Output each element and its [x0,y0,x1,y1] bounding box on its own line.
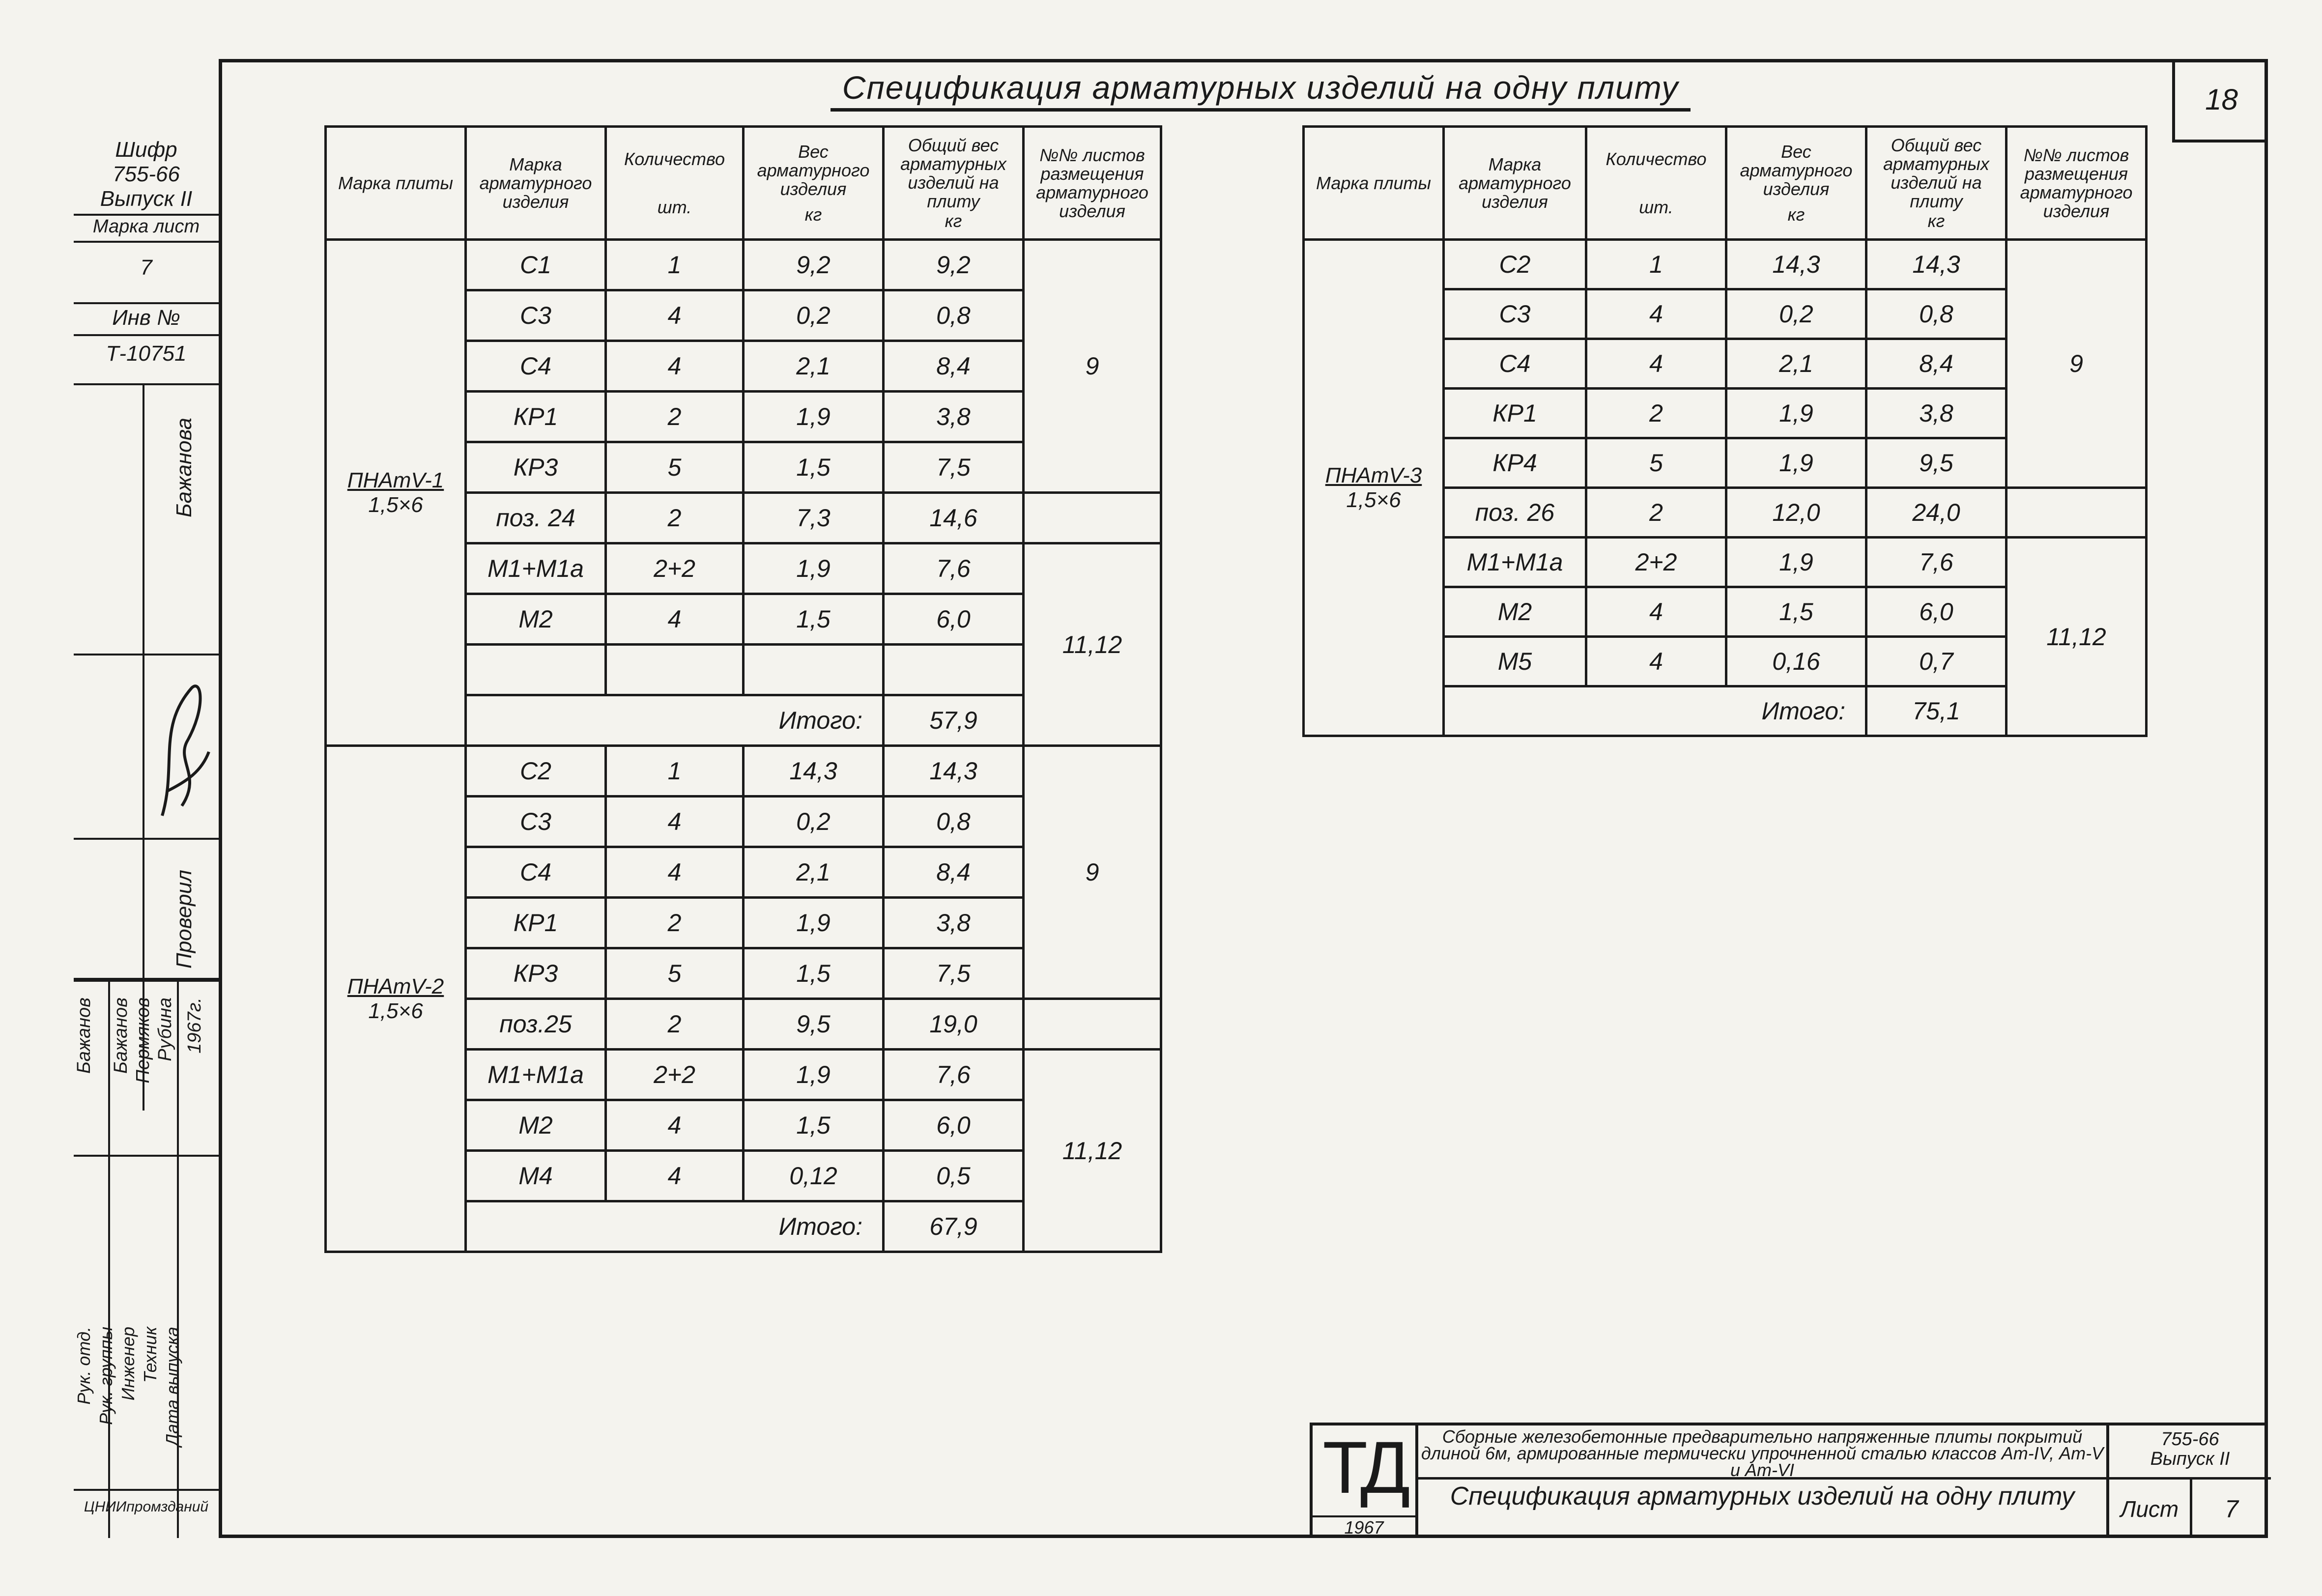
table-cell: поз. 24 [466,493,606,543]
table-cell: 2 [1586,389,1726,438]
table-cell: 5 [1586,438,1726,488]
stamp-org: ЦНИИпромзданий [84,1499,209,1515]
table-row [1304,240,2147,289]
stamp-mark-sheet-value: 7 [140,256,152,280]
title-block [1310,1423,2268,1538]
table-cell: 4 [606,290,744,341]
sheet-value: 7 [2225,1495,2238,1523]
plate-mark-cell: ПНАтV-3 1,5×6 [1304,240,1444,736]
header-item-mark: Марка арматурного изделия [1444,127,1586,240]
table-cell: 7,3 [744,493,884,543]
table-cell: КР3 [466,442,606,493]
table-cell: 19,0 [884,999,1024,1050]
stamp-role-d: Техник [140,1327,160,1383]
header-plate-mark: Марка плиты [326,127,466,240]
table-cell: 7,6 [1866,538,2007,587]
table-cell: 14,3 [1726,240,1866,289]
table-cell: 1 [606,240,744,290]
table-cell: 4 [606,594,744,645]
table-cell: 4 [606,341,744,392]
table-cell: 4 [606,1151,744,1201]
table-cell: 4 [1586,339,1726,389]
table-cell: С3 [1444,289,1586,339]
table-cell: КР1 [1444,389,1586,438]
table-cell: 1,5 [744,442,884,493]
table-cell: 8,4 [884,341,1024,392]
table-cell: 1,9 [744,1050,884,1100]
table-cell: 2+2 [1586,538,1726,587]
table-cell: 2 [606,392,744,442]
header-item-weight: Вес арматурного изделия кг [1726,127,1866,240]
table-cell [1024,493,1161,543]
stamp-role-a: Рук. отд. [74,1327,94,1405]
table-cell: 4 [606,847,744,898]
table-cell: 0,5 [884,1151,1024,1201]
sheets-cell: 11,12 [1024,1050,1161,1252]
table-cell: 0,12 [744,1151,884,1201]
table-cell: 1,9 [744,392,884,442]
plate-mark-cell: ПНАтV-1 1,5×6 [326,240,466,746]
sheets-cell: 11,12 [1024,543,1161,746]
table-cell [466,645,606,695]
table-cell: 0,8 [1866,289,2007,339]
table-cell: 7,5 [884,442,1024,493]
table-cell: 1,5 [744,594,884,645]
table-cell: С1 [466,240,606,290]
table-cell: 4 [1586,637,1726,686]
side-stamp [74,133,219,1538]
table-cell: 1,9 [1726,438,1866,488]
table-cell: 4 [606,1100,744,1151]
header-sheets: №№ листов размещения арматурного изделия [1024,127,1161,240]
table-cell: 2 [606,898,744,948]
table-cell [1024,999,1161,1050]
table-header-row [1304,127,2147,240]
table-cell: С3 [466,797,606,847]
table-cell: 9,5 [744,999,884,1050]
stamp-name-c: Пермяков [133,998,153,1083]
table-cell: 1 [1586,240,1726,289]
table-cell: 14,3 [1866,240,2007,289]
table-cell: 9,5 [1866,438,2007,488]
table-cell: 8,4 [1866,339,2007,389]
table-header-row [326,127,1161,240]
sheet-label: Лист [2106,1480,2192,1538]
logo-text: ТД [1322,1426,1405,1509]
table-cell: 1,5 [1726,587,1866,637]
table-cell: 8,4 [884,847,1024,898]
table-cell: 2 [606,493,744,543]
table-cell: КР4 [1444,438,1586,488]
table-cell: 0,2 [744,290,884,341]
stamp-role2: Проверил [172,870,196,969]
stamp-mark-sheet-label: Марка лист [92,216,200,237]
table-cell: М2 [466,1100,606,1151]
sheet-subtitle: Спецификация арматурных изделий на одну плиту [1450,1482,2075,1510]
total-value: 57,9 [884,695,1024,746]
table-cell: КР1 [466,392,606,442]
table-cell: 0,2 [1726,289,1866,339]
header-sheets: №№ листов размещения арматурного изделия [2007,127,2147,240]
stamp-year: 1967г. [184,998,205,1054]
table-cell: 6,0 [884,1100,1024,1151]
stamp-inv-label: Инв № [112,306,180,330]
table-cell: 9,2 [884,240,1024,290]
table-cell: КР1 [466,898,606,948]
table-cell: 7,6 [884,543,1024,594]
stamp-name-a: Бажанов [74,998,94,1074]
series-code: 755-66 Выпуск II [2106,1425,2271,1480]
table-cell: 14,3 [744,746,884,797]
stamp-role-c: Инженер [118,1327,138,1401]
table-cell: 3,8 [884,898,1024,948]
table-cell: 2,1 [744,341,884,392]
table-cell: 1,5 [744,948,884,999]
table-cell: 1 [606,746,744,797]
header-item-mark: Марка арматурного изделия [466,127,606,240]
table-cell: 2,1 [1726,339,1866,389]
table-cell: 3,8 [1866,389,2007,438]
table-cell: 5 [606,442,744,493]
sheets-cell: 9 [1024,240,1161,493]
table-cell: С4 [466,847,606,898]
table-cell: 1,5 [744,1100,884,1151]
table-cell: 1,9 [744,543,884,594]
table-cell: 0,16 [1726,637,1866,686]
table-cell: поз.25 [466,999,606,1050]
project-description: Сборные железобетонные предварительно напряженные плиты покрытий длиной 6м, армированные термически упрочненной сталью классов Ат-IV, Ат-V и Ат-VI [1418,1425,2106,1480]
total-label: Итого: [466,1201,884,1252]
sheets-cell: 9 [1024,746,1161,999]
table-cell: М2 [1444,587,1586,637]
signature-icon [147,668,216,826]
table-cell [744,645,884,695]
table-cell: 12,0 [1726,488,1866,538]
stamp-code: Шифр [115,138,177,162]
table-cell: С3 [466,290,606,341]
table-cell: С4 [466,341,606,392]
header-quantity: Количество шт. [1586,127,1726,240]
table-cell: С2 [1444,240,1586,289]
table-cell: 2 [1586,488,1726,538]
page-title: Спецификация арматурных изделий на одну плиту [831,69,1691,112]
header-total-weight: Общий вес арматурных изделий на плиту кг [1866,127,2007,240]
table-cell: 14,3 [884,746,1024,797]
stamp-name-d: Рубина [155,998,175,1061]
table-cell: 1,9 [1726,538,1866,587]
table-cell: 4 [1586,587,1726,637]
sheets-cell: 11,12 [2007,538,2147,736]
table-cell: 6,0 [884,594,1024,645]
table-cell: 4 [606,797,744,847]
table-row [326,240,1161,290]
table-cell: 0,2 [744,797,884,847]
table-cell: 3,8 [884,392,1024,442]
table-cell: 6,0 [1866,587,2007,637]
table-cell: 4 [1586,289,1726,339]
table-cell: М4 [466,1151,606,1201]
total-label: Итого: [1444,686,1866,736]
td-logo [1313,1425,1418,1538]
table-cell [884,645,1024,695]
table-row [326,746,1161,797]
table-cell: 2+2 [606,543,744,594]
logo-year: 1967 [1313,1515,1415,1538]
table-cell: М1+М1а [466,543,606,594]
header-item-weight: Вес арматурного изделия кг [744,127,884,240]
header-plate-mark: Марка плиты [1304,127,1444,240]
stamp-inv-value: Т-10751 [106,342,187,366]
table-cell: С2 [466,746,606,797]
sheets-cell: 9 [2007,240,2147,488]
table-cell: 2 [606,999,744,1050]
table-cell: 0,8 [884,290,1024,341]
table-cell [2007,488,2147,538]
table-cell: 9,2 [744,240,884,290]
table-cell: КР3 [466,948,606,999]
stamp-role-b: Рук. группы [96,1327,116,1425]
table-cell: 1,9 [1726,389,1866,438]
table-cell: М5 [1444,637,1586,686]
table-cell: М1+М1а [1444,538,1586,587]
total-value: 75,1 [1866,686,2007,736]
table-cell: 0,7 [1866,637,2007,686]
sheet-number: 18 [2172,59,2268,142]
table-cell: 14,6 [884,493,1024,543]
table-cell: 7,6 [884,1050,1024,1100]
table-cell: М1+М1а [466,1050,606,1100]
table-cell: 1,9 [744,898,884,948]
total-label: Итого: [466,695,884,746]
total-value: 67,9 [884,1201,1024,1252]
plate-mark-cell: ПНАтV-2 1,5×6 [326,746,466,1252]
table-cell: С4 [1444,339,1586,389]
table-cell: М2 [466,594,606,645]
spec-table-left [324,125,1162,1253]
stamp-role-e: Дата выпуска [162,1327,182,1447]
table-cell: 7,5 [884,948,1024,999]
table-cell: 2+2 [606,1050,744,1100]
header-total-weight: Общий вес арматурных изделий на плиту кг [884,127,1024,240]
table-cell [606,645,744,695]
stamp-series: 755-66 [112,162,180,186]
stamp-name1: Бажанова [172,418,196,518]
table-cell: поз. 26 [1444,488,1586,538]
stamp-issue: Выпуск II [100,187,193,211]
stamp-name-b: Бажанов [111,998,131,1074]
table-cell: 0,8 [884,797,1024,847]
table-cell: 24,0 [1866,488,2007,538]
header-quantity: Количество шт. [606,127,744,240]
spec-table-right [1302,125,2148,737]
table-cell: 5 [606,948,744,999]
table-cell: 2,1 [744,847,884,898]
